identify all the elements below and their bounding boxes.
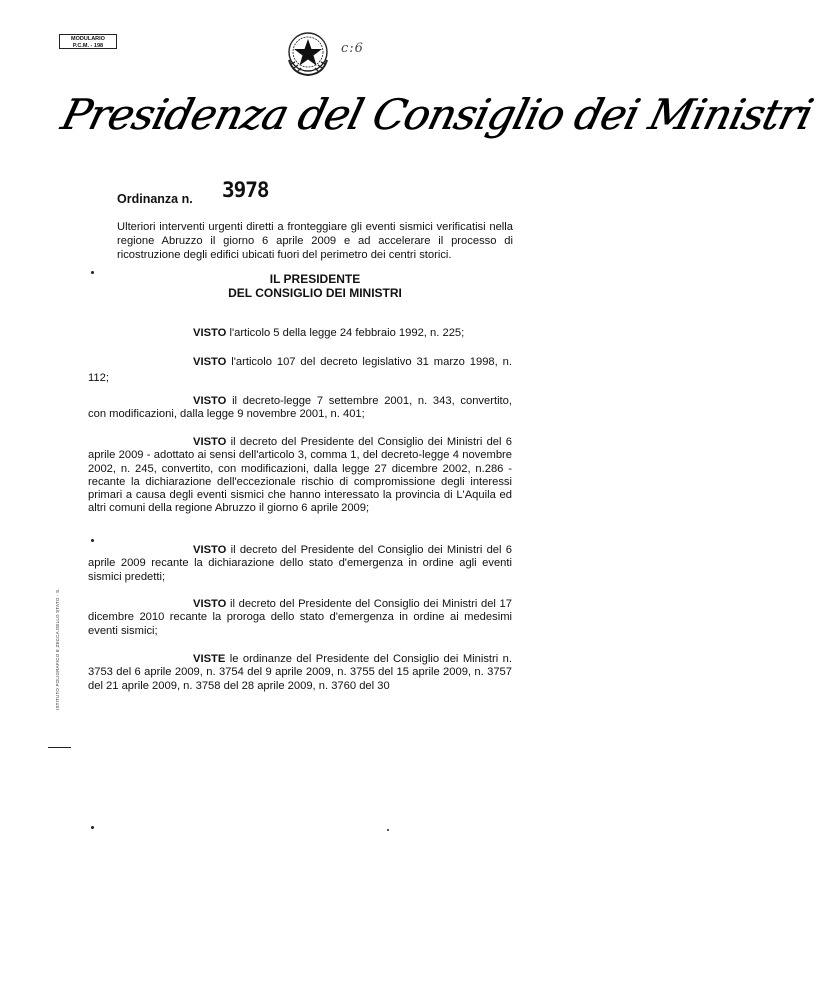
keyword: VISTO	[193, 327, 227, 339]
paragraph-text: il decreto-legge 7 settembre 2001, n. 343, convertito, con modificazioni, dalla legge 9 novembre 2001, n. 401;	[88, 395, 512, 421]
paragraph-text: il decreto del Presidente del Consiglio dei Ministri del 6 aprile 2009 recante la dichiarazione dello stato d'emergenza in ordine agli eventi sismici predetti;	[88, 544, 512, 583]
scan-speck	[91, 539, 94, 542]
subject-text: Ulteriori interventi urgenti diretti a fronteggiare gli eventi sismici verificatisi nella regione Abruzzo il giorno 6 aprile 2009 e ad accelerare il processo di ricostruzione degli edifici ubicati fuori del perimetro dei centri storici.	[117, 221, 513, 261]
preamble-paragraph	[88, 327, 512, 340]
paragraph-text: le ordinanze del Presidente del Consiglio dei Ministri n. 3753 del 6 aprile 2009, n. 3754 del 9 aprile 2009, n. 3755 del 15 aprile 2009, n. 3757 del 21 aprile 2009, n. 3758 del 28 aprile 2009, n. 3760 del 30	[88, 653, 512, 692]
republic-emblem-icon	[283, 28, 333, 78]
form-label-line1: MODULARIO	[71, 36, 105, 42]
margin-rule	[48, 747, 71, 748]
preamble-paragraph	[88, 653, 512, 693]
president-title	[117, 272, 513, 300]
preamble-paragraph	[88, 395, 512, 422]
keyword: VISTO	[193, 395, 227, 407]
paragraph-text: l'articolo 5 della legge 24 febbraio 1992, n. 225;	[226, 327, 465, 339]
preamble-paragraph	[88, 598, 512, 638]
preamble-paragraph	[88, 544, 512, 584]
form-label-box	[59, 34, 117, 49]
scan-speck	[91, 826, 94, 829]
scan-speck	[387, 829, 389, 831]
president-line2: DEL CONSIGLIO DEI MINISTRI	[228, 286, 402, 300]
keyword: VISTO	[193, 356, 227, 368]
form-label-line2: P.C.M. - 198	[72, 42, 104, 49]
preamble-paragraph	[88, 436, 512, 516]
preamble-paragraph	[88, 354, 512, 386]
handwritten-mark: c:6	[341, 41, 364, 56]
president-line1: IL PRESIDENTE	[269, 272, 361, 286]
keyword: VISTO	[193, 598, 227, 610]
paragraph-text: l'articolo 107 del decreto legislativo 31 marzo 1998, n. 112;	[88, 356, 512, 384]
keyword: VISTO	[193, 544, 227, 556]
scan-speck	[91, 271, 94, 274]
paragraph-text: il decreto del Presidente del Consiglio dei Ministri del 17 dicembre 2010 recante la proroga dello stato d'emergenza in ordine ai medesimi eventi sismici;	[88, 598, 512, 637]
keyword: VISTE	[193, 653, 226, 665]
paragraph-text: il decreto del Presidente del Consiglio dei Ministri del 6 aprile 2009 - adottato ai sensi dell'articolo 3, comma 1, del decreto-legge 4 novembre 2002, n. 245, convertito, con modificazioni, dalla legge 27 dicembre 2002, n.286 - recante la dichiarazione dell'eccezionale rischio di compromissione degli interessi primari a causa degli eventi sismici che hanno interessato la provincia di L'Aquila ed altri comuni della regione Abruzzo il giorno 6 aprile 2009;	[88, 436, 512, 515]
ordinance-label: Ordinanza n.	[117, 192, 193, 206]
page-heading: Presidenza del Consiglio dei Ministri	[56, 90, 817, 139]
printer-imprint: ISTITUTO POLIGRAFICO E ZECCA DELLO STATO - S.	[55, 588, 60, 710]
ordinance-number: 3978	[222, 178, 269, 202]
keyword: VISTO	[193, 436, 227, 448]
